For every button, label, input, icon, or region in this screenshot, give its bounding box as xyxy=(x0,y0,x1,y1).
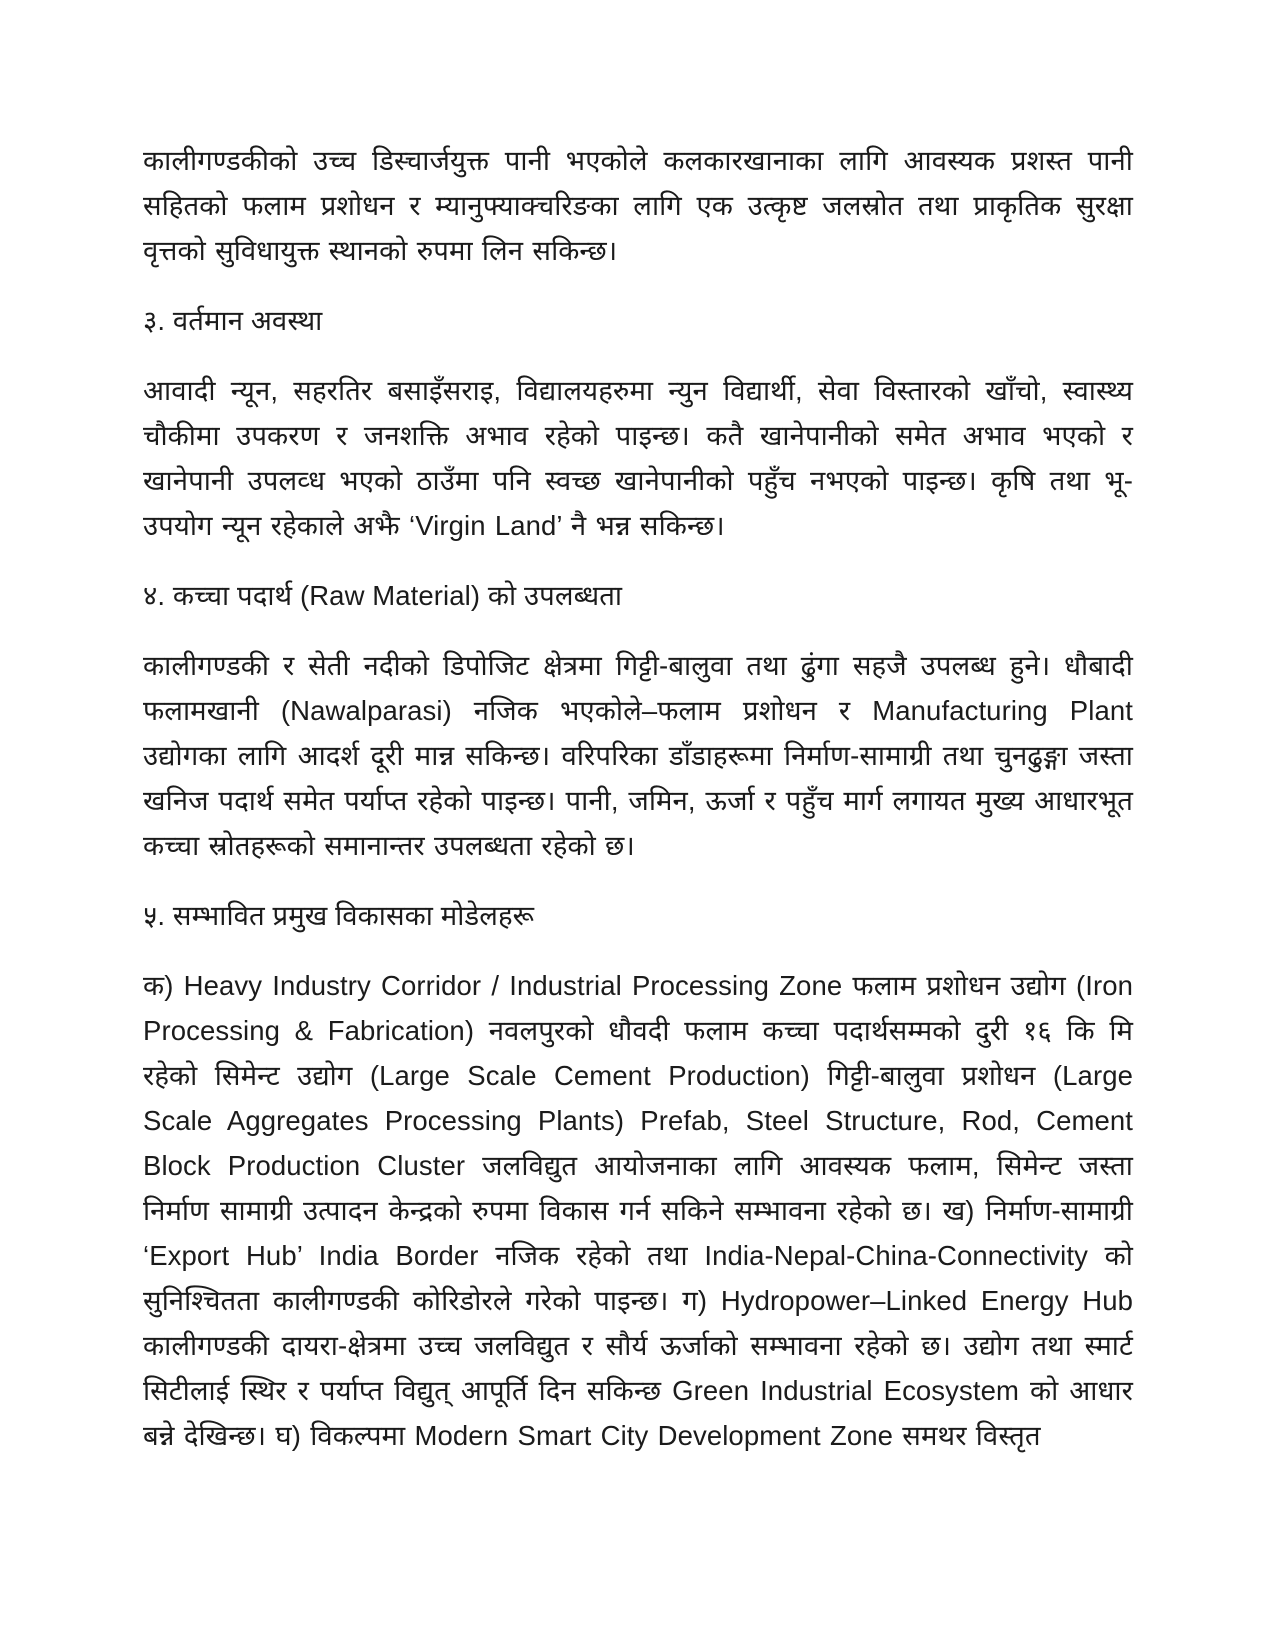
paragraph-raw-material-availability: कालीगण्डकी र सेती नदीको डिपोजिट क्षेत्रमा गिट्टी-बालुवा तथा ढुंगा सहजै उपलब्ध हुने। धौबादी फलामखानी (Nawalparasi) नजिक भएकोले–फलाम प्रशोधन र Manufacturing Plant उद्योगका लागि आदर्श दूरी मान्न सकिन्छ। वरिपरिका डाँडाहरूमा निर्माण-सामाग्री तथा चुनढुङ्गा जस्ता खनिज पदार्थ समेत पर्याप्त रहेको पाइन्छ। पानी, जमिन, ऊर्जा र पहुँच मार्ग लगायत मुख्य आधारभूत कच्चा स्रोतहरूको समानान्तर उपलब्धता रहेको छ। xyxy=(143,650,1133,861)
paragraph-development-models: क) Heavy Industry Corridor / Industrial Processing Zone फलाम प्रशोधन उद्योग (Iron Processing & Fabrication) नवलपुरको धौवदी फलाम कच्चा पदार्थसम्मको दुरी १६ कि मि रहेको सिमेन्ट उद्योग (Large Scale Cement Production) गिट्टी-बालुवा प्रशोधन (Large Scale Aggregates Processing Plants) Prefab, Steel Structure, Rod, Cement Block Production Cluster जलविद्युत आयोजनाका लागि आवस्यक फलाम, सिमेन्ट जस्ता निर्माण सामाग्री उत्पादन केन्द्रको रुपमा विकास गर्न सकिने सम्भावना रहेको छ। ख) निर्माण-सामाग्री ‘Export Hub’ India Border नजिक रहेको तथा India-Nepal-China-Connectivity को सुनिश्चितता कालीगण्डकी कोरिडोरले गरेको पाइन्छ। ग) Hydropower–Linked Energy Hub कालीगण्डकी दायरा-क्षेत्रमा उच्च जलविद्युत र सौर्य ऊर्जाको सम्भावना रहेको छ। उद्योग तथा स्मार्ट सिटीलाई स्थिर र पर्याप्त विद्युत् आपूर्ति दिन सकिन्छ Green Industrial Ecosystem को आधार बन्ने देखिन्छ। घ) विकल्पमा Modern Smart City Development Zone समथर विस्तृत xyxy=(143,970,1133,1451)
heading-section-3-current-status: ३. वर्तमान अवस्था xyxy=(143,305,323,336)
paragraph-current-status: आवादी न्यून, सहरतिर बसाइँसराइ, विद्यालयहरुमा न्युन विद्यार्थी, सेवा विस्तारको खाँचो, स्वास्थ्य चौकीमा उपकरण र जनशक्ति अभाव रहेको पाइन्छ। कतै खानेपानीको समेत अभाव भएको र खानेपानी उपलव्ध भएको ठाउँमा पनि स्वच्छ खानेपानीको पहुँच नभएको पाइन्छ। कृषि तथा भू-उपयोग न्यून रहेकाले अझै ‘Virgin Land’ नै भन्न सकिन्छ। xyxy=(143,375,1133,541)
heading-section-5-development-models: ५. सम्भावित प्रमुख विकासका मोडेलहरू xyxy=(143,900,535,931)
heading-section-4-raw-material: ४. कच्चा पदार्थ (Raw Material) को उपलब्धता xyxy=(143,580,623,611)
paragraph-water-resource: कालीगण्डकीको उच्च डिस्चार्जयुक्त पानी भएकोले कलकारखानाका लागि आवस्यक प्रशस्त पानी सहितको फलाम प्रशोधन र म्यानुफ्याक्चरिङका लागि एक उत्कृष्ट जलस्रोत तथा प्राकृतिक सुरक्षा वृत्तको सुविधायुक्त स्थानको रुपमा लिन सकिन्छ। xyxy=(143,145,1133,266)
